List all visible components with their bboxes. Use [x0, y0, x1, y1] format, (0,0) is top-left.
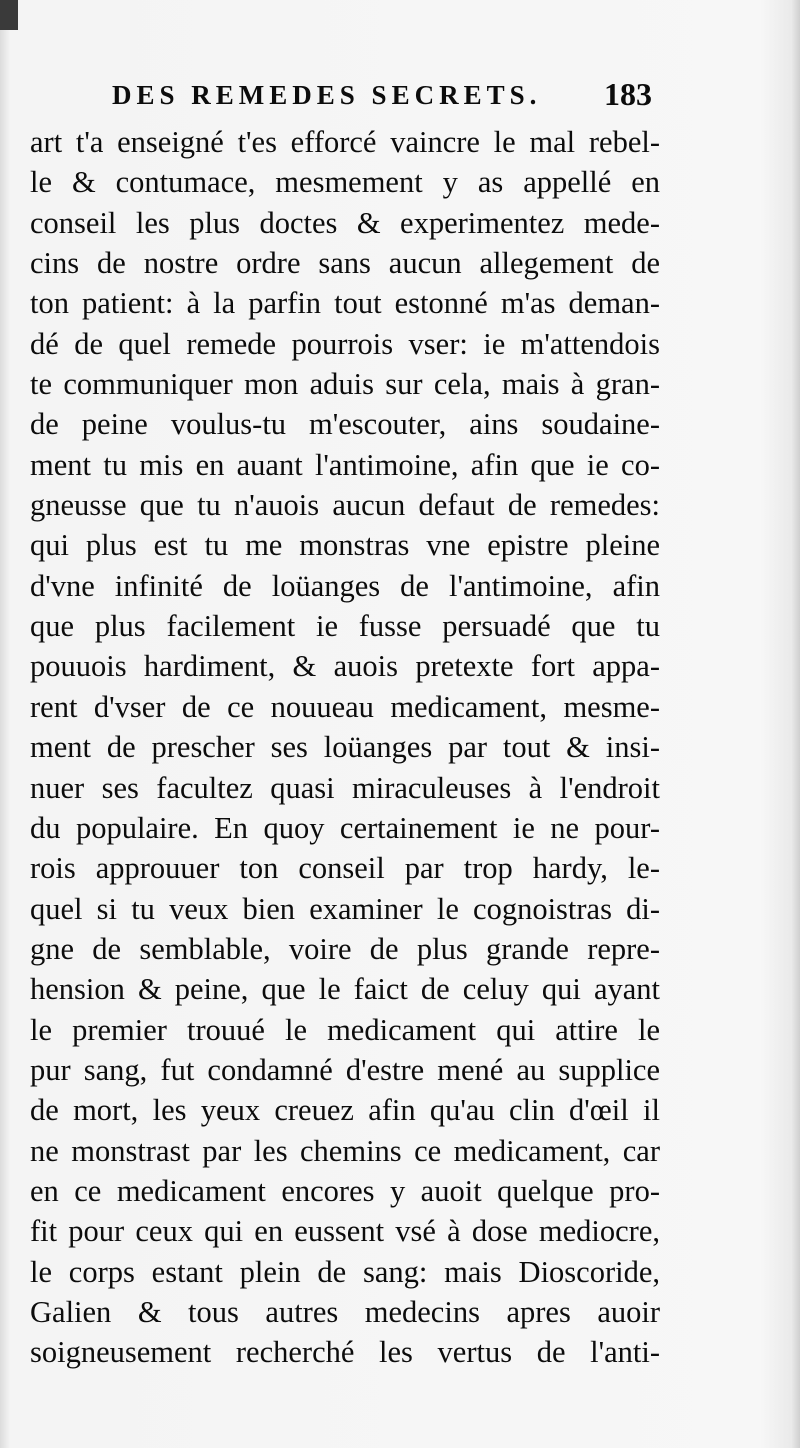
text-line: ment tu mis en auant l'antimoine, afin que ie co- [30, 447, 660, 482]
text-line: art t'a enseigné t'es efforcé vaincre le mal rebel- [30, 125, 660, 159]
text-line: de peine voulus-tu m'escouter, ains soudaine- [30, 407, 660, 442]
body-text [30, 122, 660, 1373]
text-line: ment de prescher ses loüanges par tout & insi- [30, 730, 660, 765]
text-line: rent d'vser de ce nouueau medicament, mesme- [30, 689, 660, 724]
text-line: d'vne infinité de loüanges de l'antimoine, afin [30, 568, 660, 603]
text-line: conseil les plus doctes & experimentez mede- [30, 205, 660, 240]
text-line: pouuois hardiment, & auois pretexte fort appa- [30, 649, 660, 684]
text-line: hension & peine, que le faict de celuy qui ayant [30, 972, 660, 1007]
text-line: le corps estant plein de sang: mais Dioscoride, [30, 1254, 660, 1289]
text-line: soigneusement recherché les vertus de l'anti- [30, 1335, 660, 1370]
text-line: le premier trouué le medicament qui attire le [30, 1012, 660, 1047]
page-edge [792, 0, 800, 1448]
text-line: qui plus est tu me monstras vne epistre pleine [30, 528, 660, 563]
text-line: rois approuuer ton conseil par trop hardy, le- [30, 851, 660, 886]
page-header [112, 72, 652, 118]
text-line: ton patient: à la parfin tout estonné m'as deman- [30, 286, 660, 321]
scan-corner-shadow [0, 0, 18, 30]
running-head: DES REMEDES SECRETS. [112, 80, 542, 110]
text-line: fit pour ceux qui en eussent vsé à dose mediocre, [30, 1214, 660, 1249]
text-line: de mort, les yeux creuez afin qu'au clin d'œil il [30, 1093, 660, 1128]
text-line: ne monstrast par les chemins ce medicament, car [30, 1133, 660, 1168]
text-line: pur sang, fut condamné d'estre mené au supplice [30, 1052, 660, 1087]
text-line: cins de nostre ordre sans aucun allegement de [30, 246, 660, 281]
text-line: que plus facilement ie fusse persuadé que tu [30, 609, 660, 644]
text-line: nuer ses facultez quasi miraculeuses à l'endroit [30, 770, 660, 805]
text-line: du populaire. En quoy certainement ie ne pour- [30, 810, 660, 845]
text-line: gne de semblable, voire de plus grande repre- [30, 931, 660, 966]
text-line: le & contumace, mesmement y as appellé en [30, 165, 660, 200]
page-number: 183 [604, 76, 652, 112]
text-line: Galien & tous autres medecins apres auoir [30, 1294, 660, 1329]
text-line: quel si tu veux bien examiner le cognoistras di- [30, 891, 660, 926]
text-line: te communiquer mon aduis sur cela, mais à gran- [30, 367, 660, 402]
text-line: dé de quel remede pourrois vser: ie m'attendois [30, 326, 660, 361]
text-line: en ce medicament encores y auoit quelque pro- [30, 1173, 660, 1208]
text-line: gneusse que tu n'auois aucun defaut de remedes: [30, 488, 660, 523]
